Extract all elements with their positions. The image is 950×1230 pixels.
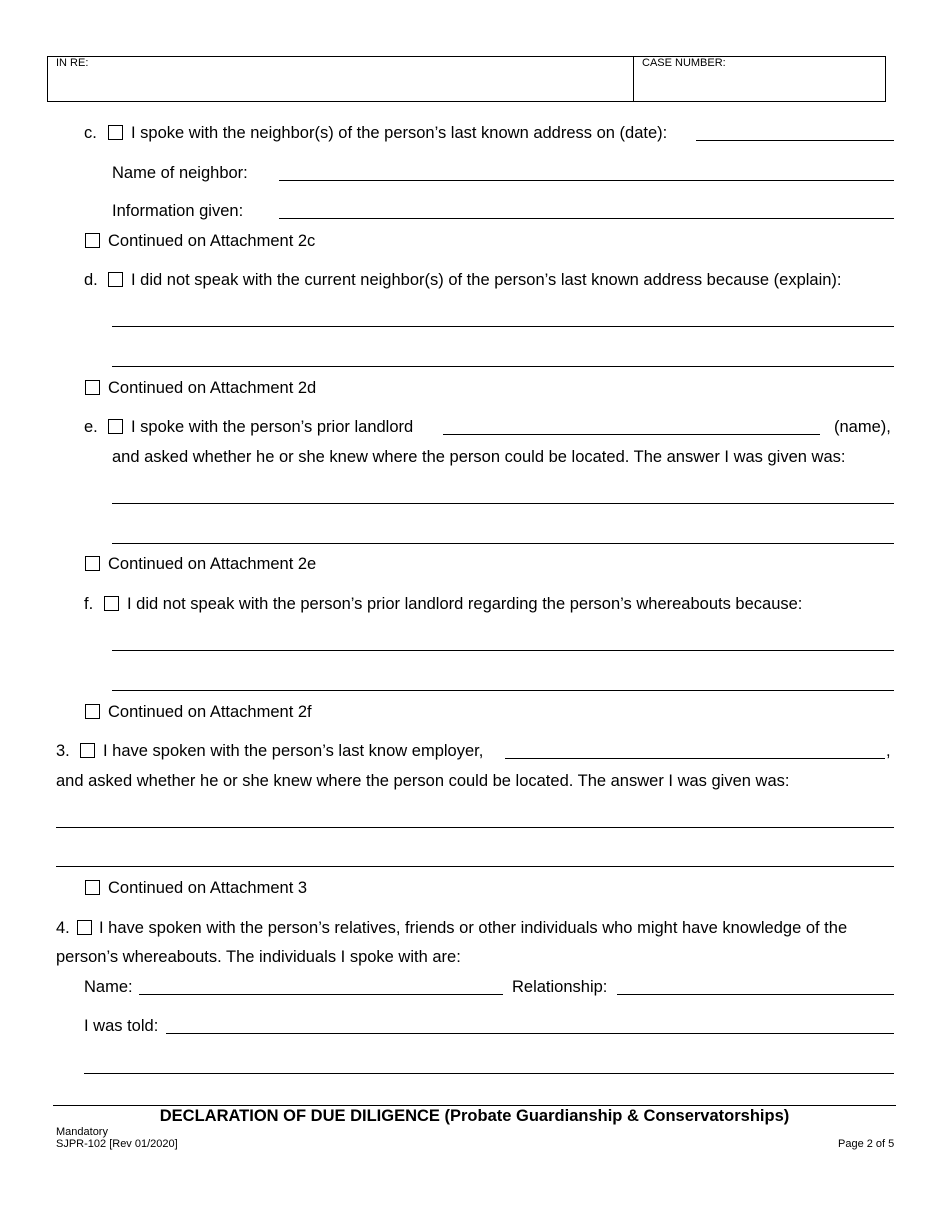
item-4-number: 4. (56, 919, 70, 937)
in-re-field[interactable] (50, 70, 630, 100)
item-4-checkbox[interactable] (77, 920, 92, 935)
item-3-answer-line-1[interactable] (56, 827, 894, 828)
item-f-letter: f. (84, 595, 94, 613)
footer-title: DECLARATION OF DUE DILIGENCE (Probate Guardianship & Conservatorships) (159, 1107, 790, 1125)
case-number-label: CASE NUMBER: (642, 57, 726, 69)
item-d-explain-line-2[interactable] (112, 366, 894, 367)
item-f-reason-line-2[interactable] (112, 690, 894, 691)
footer-form-id: SJPR-102 [Rev 01/2020] (56, 1138, 178, 1150)
item-d-letter: d. (84, 271, 98, 289)
item-e-answer-line-2[interactable] (112, 543, 894, 544)
item-3-number: 3. (56, 742, 70, 760)
in-re-label: IN RE: (56, 57, 89, 69)
continued-2f-checkbox[interactable] (85, 704, 100, 719)
item-f-checkbox[interactable] (104, 596, 119, 611)
footer-page-number: Page 2 of 5 (838, 1138, 895, 1150)
continued-2d-label: Continued on Attachment 2d (108, 379, 317, 397)
employer-name-field[interactable] (505, 758, 885, 759)
relationship-label: Relationship: (512, 978, 608, 996)
item-c-text: I spoke with the neighbor(s) of the person’s last known address on (date): (131, 124, 668, 142)
item-e-checkbox[interactable] (108, 419, 123, 434)
item-e-text: I spoke with the person’s prior landlord (131, 418, 414, 436)
case-header-divider (633, 56, 634, 102)
item-d-explain-line-1[interactable] (112, 326, 894, 327)
landlord-name-suffix: (name), (834, 418, 891, 436)
info-given-field[interactable] (279, 218, 894, 219)
item-e-answer-line-1[interactable] (112, 503, 894, 504)
item-c-date-field[interactable] (696, 140, 894, 141)
item-f-reason-line-1[interactable] (112, 650, 894, 651)
item-3-text: I have spoken with the person’s last know employer, (103, 742, 484, 760)
footer-mandatory: Mandatory (56, 1126, 108, 1138)
continued-2e-label: Continued on Attachment 2e (108, 555, 317, 573)
item-e-text-2: and asked whether he or she knew where the person could be located. The answer I was given was: (112, 448, 846, 466)
relative-name-label: Name: (84, 978, 133, 996)
i-was-told-label: I was told: (84, 1017, 159, 1035)
item-c-letter: c. (84, 124, 97, 142)
item-3-checkbox[interactable] (80, 743, 95, 758)
item-c-checkbox[interactable] (108, 125, 123, 140)
landlord-name-field[interactable] (443, 434, 820, 435)
item-4-text-2: person’s whereabouts. The individuals I spoke with are: (56, 948, 461, 966)
continued-3-label: Continued on Attachment 3 (108, 879, 308, 897)
continued-3-checkbox[interactable] (85, 880, 100, 895)
item-d-checkbox[interactable] (108, 272, 123, 287)
case-number-field[interactable] (636, 70, 882, 100)
neighbor-name-field[interactable] (279, 180, 894, 181)
continued-2e-checkbox[interactable] (85, 556, 100, 571)
neighbor-name-label: Name of neighbor: (112, 164, 248, 182)
item-4-text: I have spoken with the person’s relatives, friends or other individuals who might have knowledge of the (99, 919, 848, 937)
i-was-told-field[interactable] (166, 1033, 894, 1034)
info-given-label: Information given: (112, 202, 244, 220)
continued-2f-label: Continued on Attachment 2f (108, 703, 312, 721)
i-was-told-line-2[interactable] (84, 1073, 894, 1074)
item-e-letter: e. (84, 418, 98, 436)
item-3-text-2: and asked whether he or she knew where the person could be located. The answer I was given was: (56, 772, 790, 790)
item-3-answer-line-2[interactable] (56, 866, 894, 867)
item-f-text: I did not speak with the person’s prior landlord regarding the person’s whereabouts because: (127, 595, 803, 613)
continued-2d-checkbox[interactable] (85, 380, 100, 395)
relative-name-field[interactable] (139, 994, 503, 995)
continued-2c-label: Continued on Attachment 2c (108, 232, 316, 250)
item-d-text: I did not speak with the current neighbor(s) of the person’s last known address because (explain): (131, 271, 842, 289)
relationship-field[interactable] (617, 994, 894, 995)
continued-2c-checkbox[interactable] (85, 233, 100, 248)
item-3-comma: , (886, 742, 891, 760)
